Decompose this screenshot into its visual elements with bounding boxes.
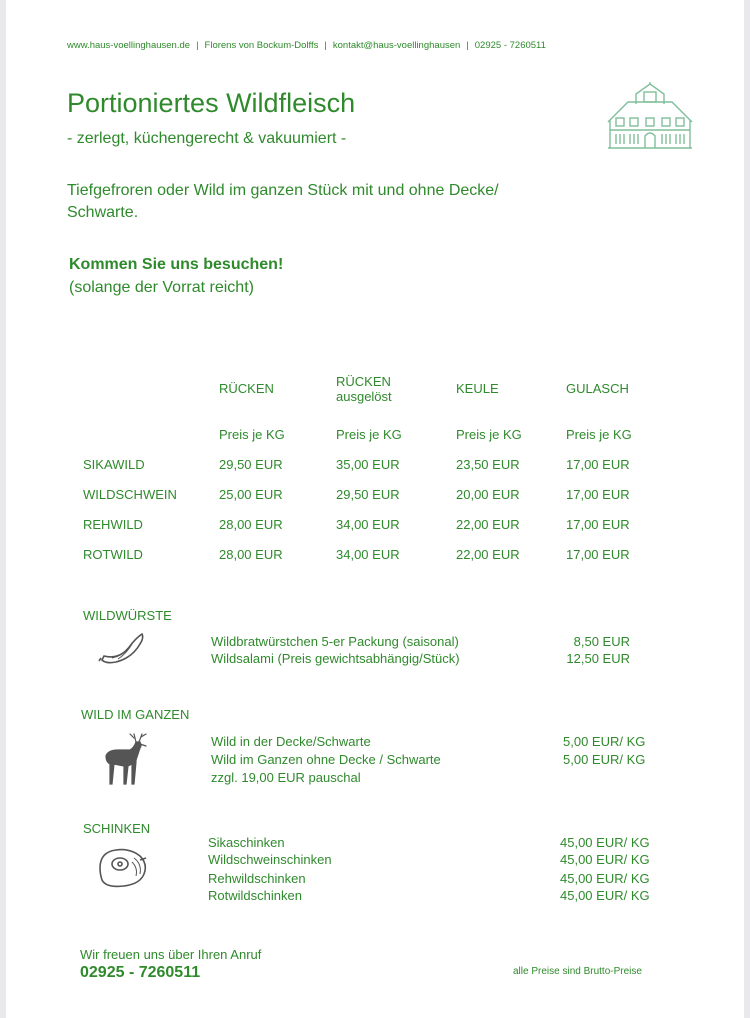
column-header [336, 374, 392, 404]
row-animal: SIKAWILD [83, 457, 145, 472]
document-page [6, 0, 744, 1018]
deer-icon [96, 730, 150, 788]
row-animal: WILDSCHWEIN [83, 487, 177, 502]
table-cell: 20,00 EUR [456, 487, 520, 502]
ham-icon [96, 844, 150, 890]
table-cell: 17,00 EUR [566, 547, 630, 562]
list-item: Rotwildschinken [208, 888, 302, 903]
column-name: RÜCKEN [336, 374, 391, 389]
visit-headline: Kommen Sie uns besuchen! [69, 256, 284, 273]
table-cell: 28,00 EUR [219, 547, 283, 562]
column-header [219, 381, 274, 396]
column-name: GULASCH [566, 381, 629, 396]
unit-label: Preis je KG [566, 427, 632, 442]
separator: | [196, 40, 199, 51]
list-item: Wild im Ganzen ohne Decke / Schwarte [211, 752, 441, 767]
unit-label: Preis je KG [456, 427, 522, 442]
column-name: RÜCKEN [219, 381, 274, 396]
table-cell: 17,00 EUR [566, 517, 630, 532]
intro-text: Tiefgefroren oder Wild im ganzen Stück mit und ohne Decke/ Schwarte. [67, 182, 499, 221]
page-title: Portioniertes Wildfleisch [67, 88, 356, 118]
house-logo-icon [606, 82, 694, 152]
table-cell: 25,00 EUR [219, 487, 283, 502]
website-link[interactable]: www.haus-voellinghausen.de [67, 40, 191, 51]
table-cell: 22,00 EUR [456, 517, 520, 532]
table-cell: 17,00 EUR [566, 457, 630, 472]
gross-price-note: alle Preise sind Brutto-Preise [513, 966, 642, 977]
list-item: Sikaschinken [208, 835, 285, 850]
table-cell: 35,00 EUR [336, 457, 400, 472]
list-item: Wild in der Decke/Schwarte [211, 734, 371, 749]
sausage-icon [98, 628, 146, 668]
table-cell: 22,00 EUR [456, 547, 520, 562]
item-price: 8,50 EUR [573, 634, 630, 649]
table-cell: 34,00 EUR [336, 517, 400, 532]
section-heading-ganzen: WILD IM GANZEN [81, 707, 190, 722]
table-cell: 28,00 EUR [219, 517, 283, 532]
section-heading-schinken: SCHINKEN [83, 821, 151, 836]
item-price: 5,00 EUR/ KG [563, 752, 646, 767]
item-price: 45,00 EUR/ KG [560, 835, 650, 850]
column-subname: ausgelöst [336, 389, 392, 404]
item-price: 45,00 EUR/ KG [560, 852, 650, 867]
phone-number: 02925 - 7260511 [474, 40, 546, 51]
row-animal: REHWILD [83, 517, 143, 532]
column-header [566, 381, 629, 396]
table-cell: 23,50 EUR [456, 457, 520, 472]
item-price: 5,00 EUR/ KG [563, 734, 646, 749]
unit-label: Preis je KG [219, 427, 285, 442]
page-subtitle: - zerlegt, küchengerecht & vakuumiert - [67, 130, 347, 147]
owner-name: Florens von Bockum-Dolffs [204, 40, 319, 51]
email-link[interactable]: kontakt@haus-voellinghausen [332, 40, 461, 51]
column-header [456, 381, 499, 396]
item-price: 45,00 EUR/ KG [560, 888, 650, 903]
list-item: Wildbratwürstchen 5-er Packung (saisonal) [211, 634, 459, 649]
contact-line [67, 40, 546, 51]
table-cell: 17,00 EUR [566, 487, 630, 502]
column-name: KEULE [456, 381, 499, 396]
visit-note: (solange der Vorrat reicht) [69, 279, 254, 296]
item-price: 45,00 EUR/ KG [560, 871, 650, 886]
table-cell: 29,50 EUR [219, 457, 283, 472]
row-animal: ROTWILD [83, 547, 143, 562]
table-cell: 34,00 EUR [336, 547, 400, 562]
list-item: Rehwildschinken [208, 871, 306, 886]
separator: | [324, 40, 327, 51]
separator: | [466, 40, 469, 51]
list-item: Wildschweinschinken [208, 852, 332, 867]
table-cell: 29,50 EUR [336, 487, 400, 502]
footer-phone: 02925 - 7260511 [80, 964, 201, 981]
footer-call-text: Wir freuen uns über Ihren Anruf [80, 947, 262, 962]
unit-label: Preis je KG [336, 427, 402, 442]
section-heading-wurste: WILDWÜRSTE [83, 608, 172, 623]
item-price: 12,50 EUR [566, 651, 630, 666]
list-item: Wildsalami (Preis gewichtsabhängig/Stück) [211, 651, 460, 666]
item-note: zzgl. 19,00 EUR pauschal [211, 770, 361, 785]
